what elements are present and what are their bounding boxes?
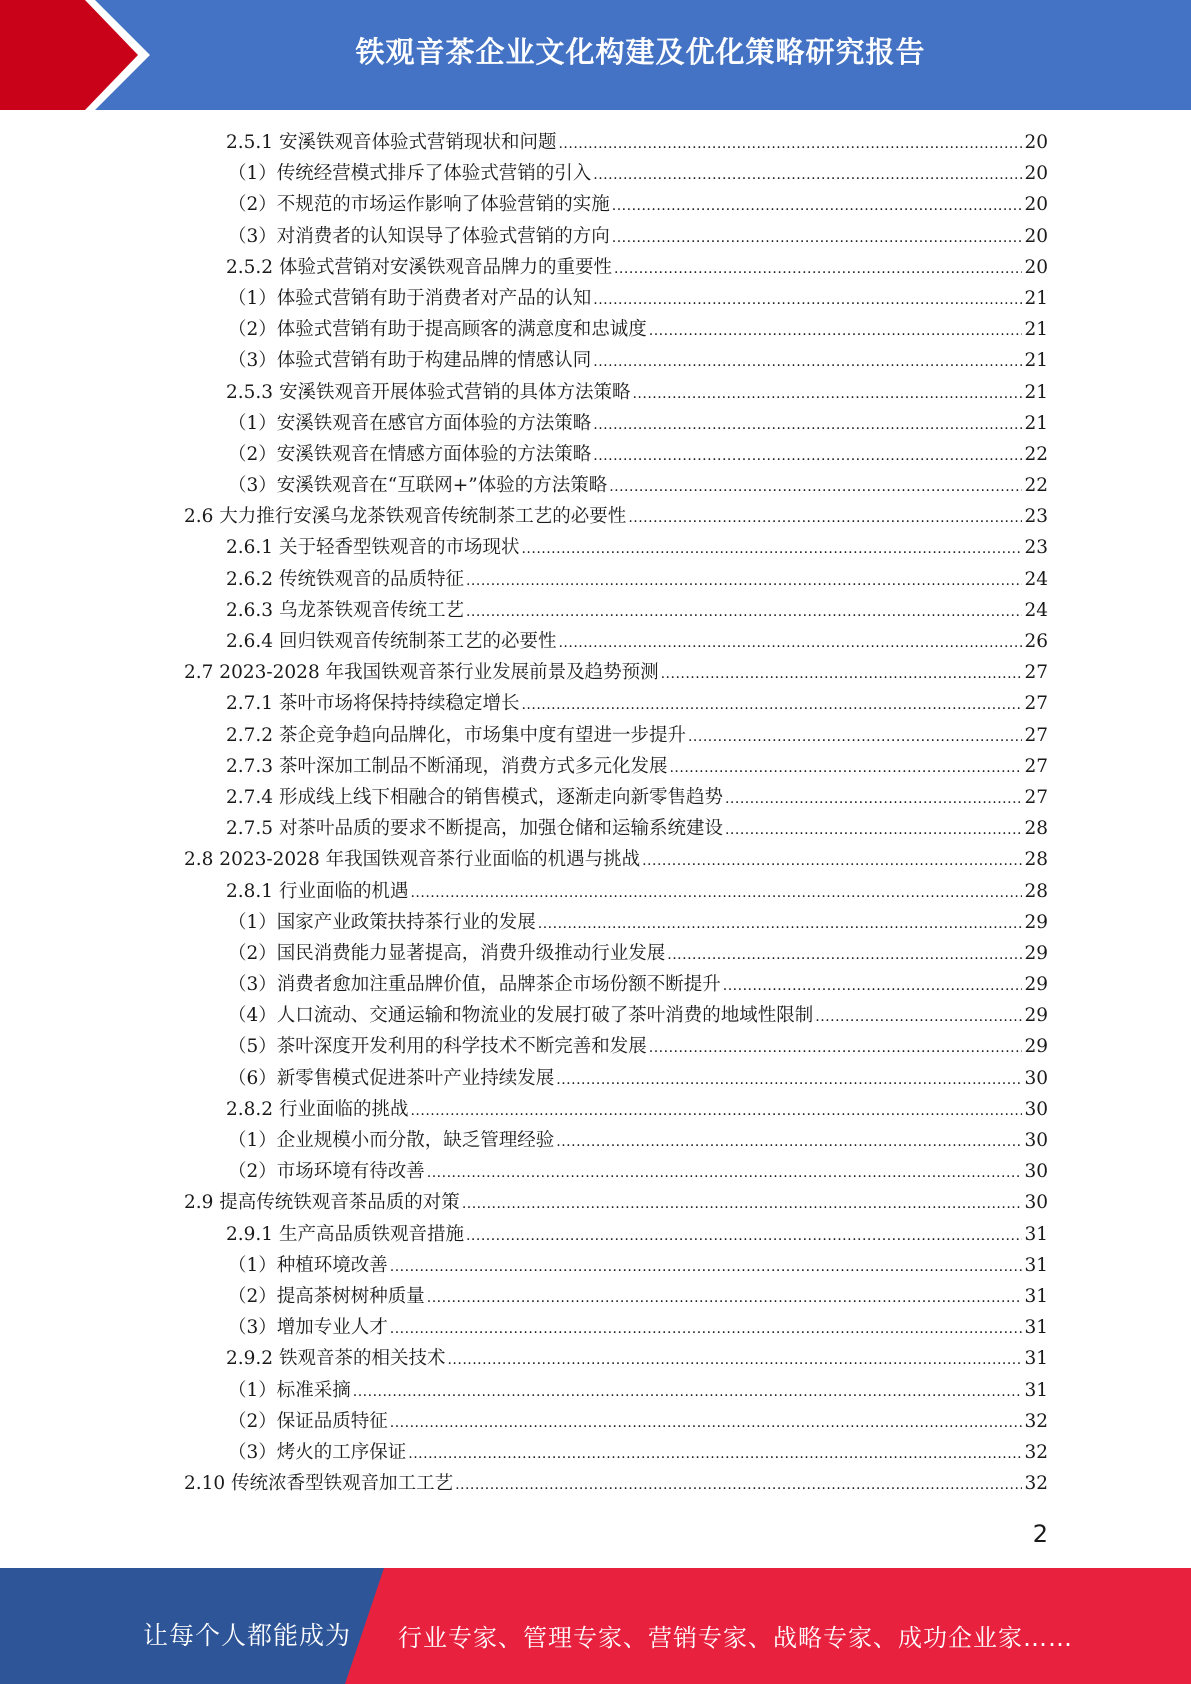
toc-entry-page: 21 xyxy=(1024,412,1048,434)
toc-dot-leader xyxy=(556,1125,1022,1158)
toc-dot-leader xyxy=(649,1031,1023,1064)
toc-entry[interactable] xyxy=(184,1125,1048,1156)
footer-slogan-left: 让每个人都能成为 xyxy=(143,1621,352,1650)
toc-entry[interactable] xyxy=(184,189,1048,220)
toc-dot-leader xyxy=(466,595,1022,628)
toc-dot-leader xyxy=(612,189,1023,222)
toc-entry[interactable] xyxy=(184,1187,1048,1218)
toc-entry[interactable] xyxy=(184,377,1048,408)
toc-entry-page: 32 xyxy=(1024,1441,1048,1463)
toc-entry[interactable] xyxy=(184,127,1048,158)
toc-entry-page: 20 xyxy=(1024,225,1048,247)
toc-dot-leader xyxy=(661,657,1023,690)
table-of-contents xyxy=(184,127,1048,1499)
toc-entry-page: 27 xyxy=(1024,724,1048,746)
toc-entry-title: （1）种植环境改善 xyxy=(228,1254,388,1276)
toc-dot-leader xyxy=(725,813,1022,846)
toc-entry-title: （5）茶叶深度开发利用的科学技术不断完善和发展 xyxy=(228,1036,647,1058)
toc-entry[interactable] xyxy=(184,1312,1048,1343)
toc-dot-leader xyxy=(593,158,1022,191)
toc-entry-title: （2）提高茶树树种质量 xyxy=(228,1285,425,1307)
toc-entry-page: 30 xyxy=(1024,1192,1048,1214)
toc-entry-page: 32 xyxy=(1024,1473,1048,1495)
toc-entry-title: （1）体验式营销有助于消费者对产品的认知 xyxy=(228,287,592,309)
toc-dot-leader xyxy=(410,876,1022,909)
toc-entry[interactable] xyxy=(184,1219,1048,1250)
toc-entry[interactable] xyxy=(184,876,1048,907)
toc-entry[interactable] xyxy=(184,470,1048,501)
toc-dot-leader xyxy=(593,408,1022,441)
toc-entry-title: （3）体验式营销有助于构建品牌的情感认同 xyxy=(228,350,592,372)
toc-entry-title: （2）不规范的市场运作影响了体验营销的实施 xyxy=(228,194,610,216)
toc-entry-page: 21 xyxy=(1024,319,1048,341)
toc-entry[interactable] xyxy=(184,938,1048,969)
toc-entry-title: 2.7.3 茶叶深加工制品不断涌现，消费方式多元化发展 xyxy=(226,755,668,777)
toc-entry[interactable] xyxy=(184,501,1048,532)
toc-entry[interactable] xyxy=(184,1250,1048,1281)
toc-entry-title: （1）国家产业政策扶持茶行业的发展 xyxy=(228,911,536,933)
toc-entry-page: 20 xyxy=(1024,256,1048,278)
toc-dot-leader xyxy=(408,1437,1022,1470)
toc-entry[interactable] xyxy=(184,439,1048,470)
toc-dot-leader xyxy=(649,314,1023,347)
toc-dot-leader xyxy=(427,1281,1023,1314)
toc-entry-title: 2.5.2 体验式营销对安溪铁观音品牌力的重要性 xyxy=(226,256,612,278)
toc-entry-page: 27 xyxy=(1024,755,1048,777)
toc-dot-leader xyxy=(462,1187,1023,1220)
toc-entry-page: 29 xyxy=(1024,1036,1048,1058)
toc-entry-page: 29 xyxy=(1024,1005,1048,1027)
toc-dot-leader xyxy=(410,1094,1022,1127)
toc-entry[interactable] xyxy=(184,1031,1048,1062)
toc-entry-page: 30 xyxy=(1024,1161,1048,1183)
toc-dot-leader xyxy=(558,626,1022,659)
toc-entry[interactable] xyxy=(184,969,1048,1000)
toc-entry[interactable] xyxy=(184,813,1048,844)
toc-entry-page: 21 xyxy=(1024,381,1048,403)
toc-entry-title: 2.10 传统浓香型铁观音加工工艺 xyxy=(184,1473,454,1495)
toc-entry-title: 2.6 大力推行安溪乌龙茶铁观音传统制茶工艺的必要性 xyxy=(184,506,627,528)
toc-entry-page: 30 xyxy=(1024,1130,1048,1151)
toc-entry-page: 22 xyxy=(1024,443,1048,465)
toc-entry[interactable] xyxy=(184,1281,1048,1312)
page-footer xyxy=(0,1568,1191,1684)
toc-entry[interactable] xyxy=(184,1063,1048,1094)
toc-dot-leader xyxy=(642,844,1022,877)
toc-dot-leader xyxy=(593,345,1022,378)
toc-entry-title: 2.7.2 茶企竞争趋向品牌化，市场集中度有望进一步提升 xyxy=(226,724,686,746)
toc-entry-title: 2.7 2023-2028 年我国铁观音茶行业发展前景及趋势预测 xyxy=(184,662,659,684)
toc-entry-page: 24 xyxy=(1024,599,1048,621)
toc-entry-title: （4）人口流动、交通运输和物流业的发展打破了茶叶消费的地域性限制 xyxy=(228,1005,814,1027)
toc-entry-page: 31 xyxy=(1024,1223,1048,1245)
toc-dot-leader xyxy=(667,938,1022,971)
toc-entry-title: 2.7.4 形成线上线下相融合的销售模式，逐渐走向新零售趋势 xyxy=(226,786,723,808)
toc-entry-page: 31 xyxy=(1024,1285,1048,1307)
toc-entry-title: 2.6.1 关于轻香型铁观音的市场现状 xyxy=(226,537,520,559)
page-number: 2 xyxy=(1032,1520,1048,1548)
toc-entry[interactable] xyxy=(184,626,1048,657)
toc-entry[interactable] xyxy=(184,720,1048,751)
report-title: 铁观音茶企业文化构建及优化策略研究报告 xyxy=(355,35,926,69)
toc-entry[interactable] xyxy=(184,564,1048,595)
toc-entry[interactable] xyxy=(184,345,1048,376)
toc-entry-title: （1）传统经营模式排斥了体验式营销的引入 xyxy=(228,163,592,185)
toc-entry-page: 31 xyxy=(1024,1379,1048,1401)
toc-entry-page: 31 xyxy=(1024,1254,1048,1276)
toc-entry[interactable] xyxy=(184,1000,1048,1031)
toc-entry-page: 28 xyxy=(1024,849,1048,871)
toc-entry-title: （3）消费者愈加注重品牌价值，品牌茶企市场份额不断提升 xyxy=(228,974,721,996)
toc-dot-leader xyxy=(725,782,1022,815)
toc-dot-leader xyxy=(521,688,1022,721)
toc-dot-leader xyxy=(669,751,1022,784)
toc-dot-leader xyxy=(723,969,1023,1002)
toc-entry[interactable] xyxy=(184,532,1048,563)
toc-entry-page: 26 xyxy=(1024,631,1048,652)
toc-entry-page: 32 xyxy=(1024,1410,1048,1432)
toc-dot-leader xyxy=(593,439,1022,472)
toc-entry-title: （3）对消费者的认知误导了体验式营销的方向 xyxy=(228,225,610,247)
toc-entry-title: 2.5.3 安溪铁观音开展体验式营销的具体方法策略 xyxy=(226,381,631,403)
toc-dot-leader xyxy=(612,221,1023,254)
toc-dot-leader xyxy=(628,501,1022,534)
toc-entry-page: 23 xyxy=(1024,506,1048,528)
toc-entry-title: 2.7.1 茶叶市场将保持持续稳定增长 xyxy=(226,693,520,715)
toc-entry[interactable] xyxy=(184,1343,1048,1374)
toc-entry-title: （6）新零售模式促进茶叶产业持续发展 xyxy=(228,1067,555,1089)
toc-entry-page: 27 xyxy=(1024,662,1048,684)
toc-entry-title: 2.9 提高传统铁观音茶品质的对策 xyxy=(184,1192,460,1214)
toc-entry[interactable] xyxy=(184,158,1048,189)
toc-dot-leader xyxy=(593,283,1022,316)
toc-entry-title: 2.6.2 传统铁观音的品质特征 xyxy=(226,568,464,590)
toc-entry-page: 24 xyxy=(1024,568,1048,590)
toc-entry[interactable] xyxy=(184,907,1048,938)
toc-entry[interactable] xyxy=(184,657,1048,688)
toc-entry-page: 31 xyxy=(1024,1317,1048,1339)
toc-entry-title: 2.8.2 行业面临的挑战 xyxy=(226,1098,409,1120)
toc-dot-leader xyxy=(556,1063,1022,1096)
toc-dot-leader xyxy=(447,1343,1022,1376)
toc-entry-page: 28 xyxy=(1024,818,1048,840)
toc-entry-title: （2）安溪铁观音在情感方面体验的方法策略 xyxy=(228,443,592,465)
toc-entry-title: （2）保证品质特征 xyxy=(228,1410,388,1432)
toc-entry-title: （1）安溪铁观音在感官方面体验的方法策略 xyxy=(228,412,592,434)
toc-entry[interactable] xyxy=(184,314,1048,345)
toc-entry[interactable] xyxy=(184,1156,1048,1187)
toc-entry[interactable] xyxy=(184,595,1048,626)
toc-entry-page: 28 xyxy=(1024,880,1048,902)
toc-entry-title: （2）市场环境有待改善 xyxy=(228,1161,425,1183)
toc-entry[interactable] xyxy=(184,1375,1048,1406)
toc-entry[interactable] xyxy=(184,408,1048,439)
toc-entry-page: 29 xyxy=(1024,974,1048,996)
toc-dot-leader xyxy=(521,532,1022,565)
toc-entry[interactable] xyxy=(184,1406,1048,1437)
toc-entry-title: 2.9.2 铁观音茶的相关技术 xyxy=(226,1348,446,1370)
toc-entry[interactable] xyxy=(184,844,1048,875)
toc-entry[interactable] xyxy=(184,1437,1048,1468)
toc-dot-leader xyxy=(455,1468,1022,1501)
toc-dot-leader xyxy=(609,470,1022,503)
toc-entry-page: 29 xyxy=(1024,942,1048,964)
toc-entry[interactable] xyxy=(184,751,1048,782)
toc-dot-leader xyxy=(632,377,1022,410)
toc-dot-leader xyxy=(558,127,1022,160)
toc-dot-leader xyxy=(390,1312,1023,1345)
toc-dot-leader xyxy=(538,907,1023,940)
toc-entry[interactable] xyxy=(184,283,1048,314)
toc-entry-title: 2.8.1 行业面临的机遇 xyxy=(226,880,409,902)
toc-entry-page: 27 xyxy=(1024,786,1048,808)
toc-entry-page: 30 xyxy=(1024,1067,1048,1089)
toc-entry-page: 23 xyxy=(1024,537,1048,559)
toc-entry[interactable] xyxy=(184,1468,1048,1499)
toc-entry-page: 20 xyxy=(1024,194,1048,216)
toc-entry-title: 2.8 2023-2028 年我国铁观音茶行业面临的机遇与挑战 xyxy=(184,849,641,871)
toc-entry-page: 20 xyxy=(1024,132,1048,153)
toc-entry-title: （3）增加专业人才 xyxy=(228,1317,388,1339)
toc-entry-page: 27 xyxy=(1024,693,1048,715)
toc-dot-leader xyxy=(353,1375,1023,1408)
page-header xyxy=(0,0,1191,110)
toc-entry[interactable] xyxy=(184,1094,1048,1125)
toc-entry-title: （1）标准采摘 xyxy=(228,1379,351,1401)
toc-entry[interactable] xyxy=(184,782,1048,813)
toc-entry-title: 2.9.1 生产高品质铁观音措施 xyxy=(226,1223,464,1245)
toc-entry-title: （1）企业规模小而分散，缺乏管理经验 xyxy=(228,1130,555,1151)
toc-entry-title: （3）安溪铁观音在“互联网+”体验的方法策略 xyxy=(228,475,608,497)
toc-entry[interactable] xyxy=(184,688,1048,719)
toc-dot-leader xyxy=(466,564,1022,597)
toc-entry[interactable] xyxy=(184,221,1048,252)
toc-entry-title: （3）烤火的工序保证 xyxy=(228,1441,407,1463)
toc-entry-page: 21 xyxy=(1024,287,1048,309)
toc-entry-page: 22 xyxy=(1024,475,1048,497)
toc-entry-title: 2.7.5 对茶叶品质的要求不断提高，加强仓储和运输系统建设 xyxy=(226,818,723,840)
toc-entry-title: （2）国民消费能力显著提高，消费升级推动行业发展 xyxy=(228,942,666,964)
toc-entry-title: （2）体验式营销有助于提高顾客的满意度和忠诚度 xyxy=(228,319,647,341)
toc-dot-leader xyxy=(427,1156,1023,1189)
toc-entry-title: 2.6.3 乌龙茶铁观音传统工艺 xyxy=(226,599,464,621)
toc-dot-leader xyxy=(688,720,1022,753)
toc-dot-leader xyxy=(815,1000,1022,1033)
toc-entry-page: 20 xyxy=(1024,163,1048,185)
toc-entry-page: 21 xyxy=(1024,350,1048,372)
toc-entry[interactable] xyxy=(184,252,1048,283)
toc-entry-title: 2.5.1 安溪铁观音体验式营销现状和问题 xyxy=(226,132,557,153)
footer-slogan-right: 行业专家、管理专家、营销专家、战略专家、成功企业家…… xyxy=(398,1624,1073,1652)
toc-entry-title: 2.6.4 回归铁观音传统制茶工艺的必要性 xyxy=(226,631,557,652)
toc-dot-leader xyxy=(390,1250,1023,1283)
toc-dot-leader xyxy=(390,1406,1023,1439)
toc-dot-leader xyxy=(466,1219,1022,1252)
toc-entry-page: 30 xyxy=(1024,1098,1048,1120)
toc-entry-page: 29 xyxy=(1024,911,1048,933)
toc-entry-page: 31 xyxy=(1024,1348,1048,1370)
toc-dot-leader xyxy=(614,252,1022,285)
